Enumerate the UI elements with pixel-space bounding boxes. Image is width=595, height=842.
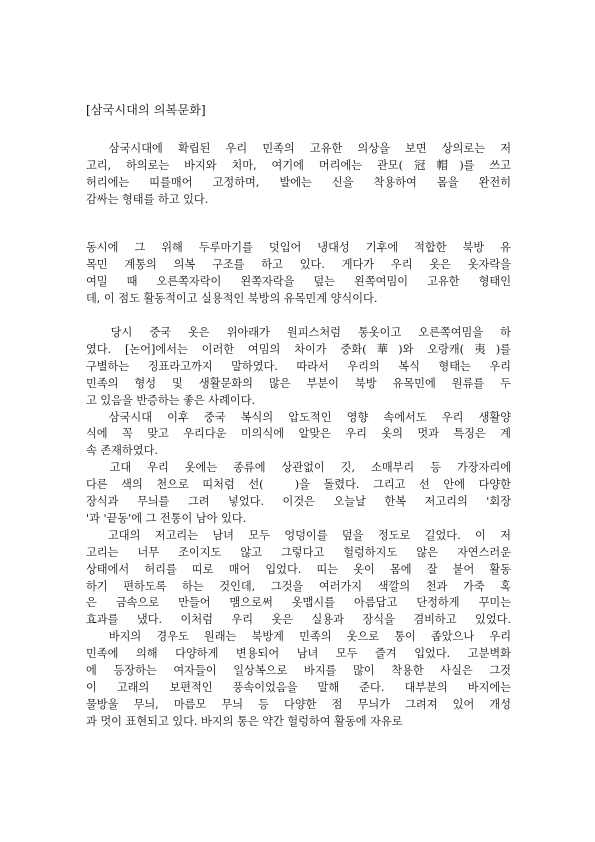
text-line: 구별하는 징표라고까지 말하였다. 따라서 우리의 복식 형태는 우리	[86, 359, 511, 373]
section-heading: [삼국시대의 의복문화]	[86, 103, 206, 117]
text-line: 고대 우리 옷에는 종류에 상관없이 깃, 소매부리 등 가장자리에	[86, 461, 511, 475]
text-line: 고 있음을 반증하는 좋은 사례이다.	[86, 393, 256, 407]
text-line: 은 금속으로 만들어 맴으로써 옷맵시를 아름답고 단정하게 꾸미는	[86, 596, 511, 610]
text-line: 였다. [논어]에서는 이러한 여밈의 차이가 중화(華)와 오랑캐(夷)를	[86, 342, 511, 356]
text-line: 고리는 너무 조이지도 않고 그렇다고 헐렁하지도 않은 자연스러운	[86, 545, 511, 559]
text-line: 과 멋이 표현되고 있다. 바지의 통은 약간 헐렁하여 활동에 자유로	[86, 714, 403, 728]
text-line: 물방울 무늬, 마름모 무늬 등 다양한 점 무늬가 그려져 있어 개성	[86, 697, 511, 711]
text-line: 효과를 냈다. 이처럼 우리 옷은 실용과 장식을 겸비하고 있었다.	[86, 613, 511, 627]
text-line: '과 '끝동'에 그 전통이 남아 있다.	[86, 511, 247, 525]
text-line: 상태에서 허리를 띠로 매어 입었다. 띠는 옷이 몸에 잘 붙어 활동	[86, 562, 511, 576]
text-line: 동시에 그 위해 두루마기를 덧입어 냉대성 기후에 적합한 북방 유	[86, 241, 511, 254]
text-line: 당시 중국 옷은 위아래가 원피스처럼 통옷이고 오른쪽여밈을 하	[86, 326, 511, 339]
text-line: 목민 계통의 의복 구조를 하고 있다. 게다가 우리 옷은 옷자락을	[86, 257, 511, 271]
text-line: 이 고래의 보편적인 풍속이었음을 말해 준다. 대부분의 바지에는	[86, 680, 511, 694]
text-line: 데, 이 점도 활동적이고 실용적인 북방의 유목민계 양식이다.	[86, 291, 378, 305]
text-line: 감싸는 형태를 하고 있다.	[86, 192, 209, 206]
text-line: 삼국시대 이후 중국 복식의 압도적인 영향 속에서도 우리 생활양	[86, 410, 511, 424]
text-line: 민족의 형성 및 생활문화의 많은 부분이 북방 유목민에 원류를 두	[86, 376, 511, 390]
text-line: 속 존재하였다.	[86, 444, 158, 458]
text-line: 식에 꼭 맞고 우리다운 미의식에 알맞은 우리 옷의 멋과 특징은 계	[86, 427, 511, 441]
text-line: 민족에 의해 다양하게 변용되어 남녀 모두 즐겨 입었다. 고분벽화	[86, 647, 511, 661]
text-line: 에 등장하는 여자들이 일상복으로 바지를 많이 착용한 사실은 그것	[86, 664, 511, 677]
text-line: 다른 색의 천으로 띠처럼 선( )을 돌렸다. 그리고 선 안에 다양한	[86, 478, 511, 492]
text-line: 장식과 무늬를 그려 넣었다. 이것은 오늘날 한복 저고리의 '회장	[86, 495, 511, 508]
text-line: 삼국시대에 확립된 우리 민족의 고유한 의상을 보면 상의로는 저	[86, 142, 511, 155]
text-line: 하기 편하도록 하는 것인데, 그것을 여러가지 색깔의 천과 가죽 혹	[86, 579, 511, 593]
text-line: 바지의 경우도 원래는 북방계 민족의 옷으로 통이 좁았으나 우리	[86, 630, 511, 644]
text-line: 여밀 때 오른쪽자락이 왼쪽자락을 덮는 왼쪽여밈이 고유한 형태인	[86, 274, 511, 288]
text-line: 고리, 하의로는 바지와 치마, 여기에 머리에는 관모(冠帽)를 쓰고	[86, 158, 511, 172]
text-line: 허리에는 띠를매어 고정하며, 발에는 신을 착용하여 몸을 완전히	[86, 175, 511, 189]
text-line: 고대의 저고리는 남녀 모두 엉덩이를 덮을 정도로 길었다. 이 저	[86, 528, 511, 542]
